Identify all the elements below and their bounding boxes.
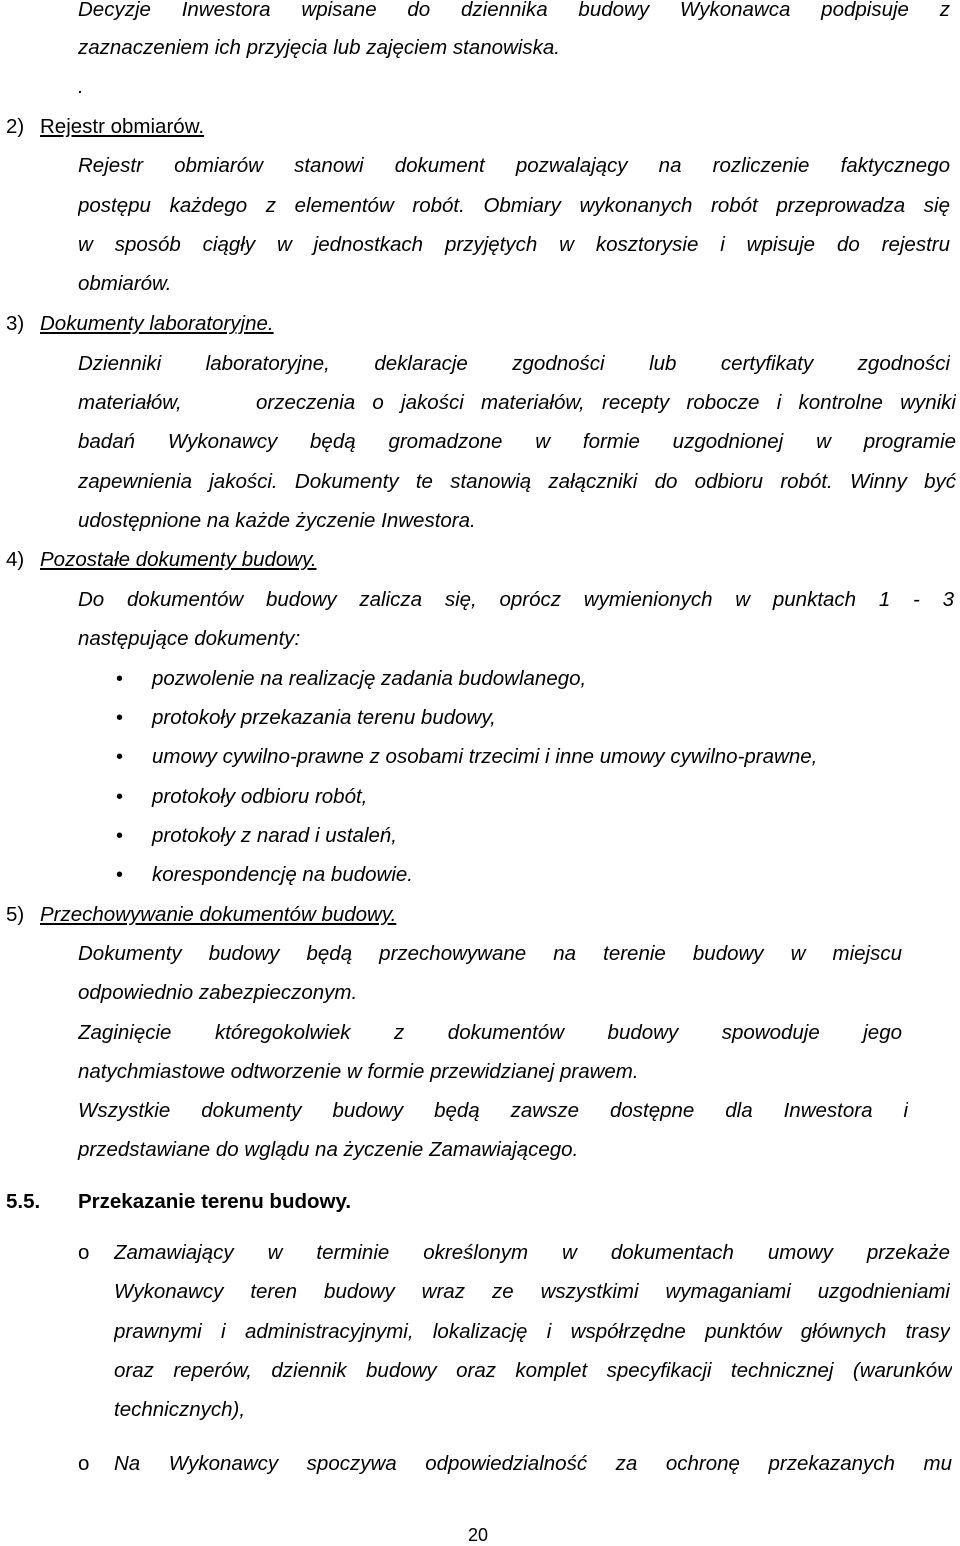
section-heading-dokumenty-lab: Dokumenty laboratoryjne. bbox=[40, 312, 274, 335]
text-line: obmiarów. bbox=[78, 272, 172, 295]
text-line: Na Wykonawcy spoczywa odpowiedzialność za ochronę przekazanych mu bbox=[114, 1452, 952, 1475]
text-line: Dzienniki laboratoryjne, deklaracje zgodności lub certyfikaty zgodności bbox=[78, 352, 950, 375]
text-line: postępu każdego z elementów robót. Obmiary wykonanych robót przeprowadza się bbox=[78, 194, 950, 217]
list-item: protokoły przekazania terenu budowy, bbox=[152, 706, 496, 729]
text-line: następujące dokumenty: bbox=[78, 627, 301, 650]
text-line: w sposób ciągły w jednostkach przyjętych w kosztorysie i wpisuje do rejestru bbox=[78, 233, 950, 256]
section-heading-przechowywanie: Przechowywanie dokumentów budowy. bbox=[40, 903, 397, 926]
bullet-icon: • bbox=[116, 746, 124, 768]
text-line: badań Wykonawcy będą gromadzone w formie uzgodnionej w programie bbox=[78, 430, 956, 453]
text-line: materiałów, bbox=[78, 391, 182, 414]
text-line: oraz reperów, dziennik budowy oraz komplet specyfikacji technicznej (warunków bbox=[114, 1359, 952, 1382]
text-line: Zamawiający w terminie określonym w dokumentach umowy przekaże bbox=[114, 1241, 950, 1264]
text-line: prawnymi i administracyjnymi, lokalizację i współrzędne punktów głównych trasy bbox=[114, 1320, 950, 1343]
list-number: 2) bbox=[6, 115, 25, 138]
section-heading-rejestr: Rejestr obmiarów. bbox=[40, 115, 205, 138]
text-line: zapewnienia jakości. Dokumenty te stanowią załączniki do odbioru robót. Winny być bbox=[78, 470, 956, 493]
circle-bullet-icon: o bbox=[78, 1241, 90, 1264]
list-item: korespondencję na budowie. bbox=[152, 863, 413, 886]
bullet-icon: • bbox=[116, 668, 124, 690]
text-line: Dokumenty budowy będą przechowywane na terenie budowy w miejscu bbox=[78, 942, 902, 965]
circle-bullet-icon: o bbox=[78, 1452, 90, 1475]
list-item: protokoły z narad i ustaleń, bbox=[152, 824, 397, 847]
text-line: przedstawiane do wglądu na życzenie Zamawiającego. bbox=[78, 1138, 579, 1161]
text-line: Wszystkie dokumenty budowy będą zawsze dostępne dla Inwestora i bbox=[78, 1099, 908, 1122]
section-heading-pozostale: Pozostałe dokumenty budowy. bbox=[40, 548, 317, 571]
text-line: orzeczenia o jakości materiałów, recepty robocze i kontrolne wyniki bbox=[256, 391, 956, 414]
bullet-icon: • bbox=[116, 707, 124, 729]
section-title: Przekazanie terenu budowy. bbox=[78, 1190, 352, 1213]
text-line: odpowiednio zabezpieczonym. bbox=[78, 981, 358, 1004]
list-item: protokoły odbioru robót, bbox=[152, 785, 368, 808]
text-line: natychmiastowe odtworzenie w formie przewidzianej prawem. bbox=[78, 1060, 639, 1083]
text-line: Decyzje Inwestora wpisane do dziennika budowy Wykonawca podpisuje z bbox=[78, 0, 950, 21]
text-line: Rejestr obmiarów stanowi dokument pozwalający na rozliczenie faktycznego bbox=[78, 154, 950, 177]
text-line: Zaginięcie któregokolwiek z dokumentów budowy spowoduje jego bbox=[78, 1021, 902, 1044]
bullet-icon: • bbox=[116, 825, 124, 847]
text-line: . bbox=[78, 75, 84, 98]
section-number: 5.5. bbox=[6, 1190, 41, 1213]
text-line: Do dokumentów budowy zalicza się, oprócz wymienionych w punktach 1 - 3 bbox=[78, 588, 954, 611]
text-line: technicznych), bbox=[114, 1398, 246, 1421]
list-number: 3) bbox=[6, 312, 25, 335]
text-line: Wykonawcy teren budowy wraz ze wszystkimi wymaganiami uzgodnieniami bbox=[114, 1280, 950, 1303]
page-number: 20 bbox=[468, 1525, 489, 1545]
bullet-icon: • bbox=[116, 864, 124, 886]
text-line: zaznaczeniem ich przyjęcia lub zajęciem stanowiska. bbox=[78, 36, 560, 59]
list-number: 4) bbox=[6, 548, 25, 571]
list-item: umowy cywilno-prawne z osobami trzecimi i inne umowy cywilno-prawne, bbox=[152, 745, 818, 768]
text-line: udostępnione na każde życzenie Inwestora. bbox=[78, 509, 476, 532]
list-number: 5) bbox=[6, 903, 25, 926]
bullet-icon: • bbox=[116, 786, 124, 808]
list-item: pozwolenie na realizację zadania budowlanego, bbox=[152, 667, 587, 690]
